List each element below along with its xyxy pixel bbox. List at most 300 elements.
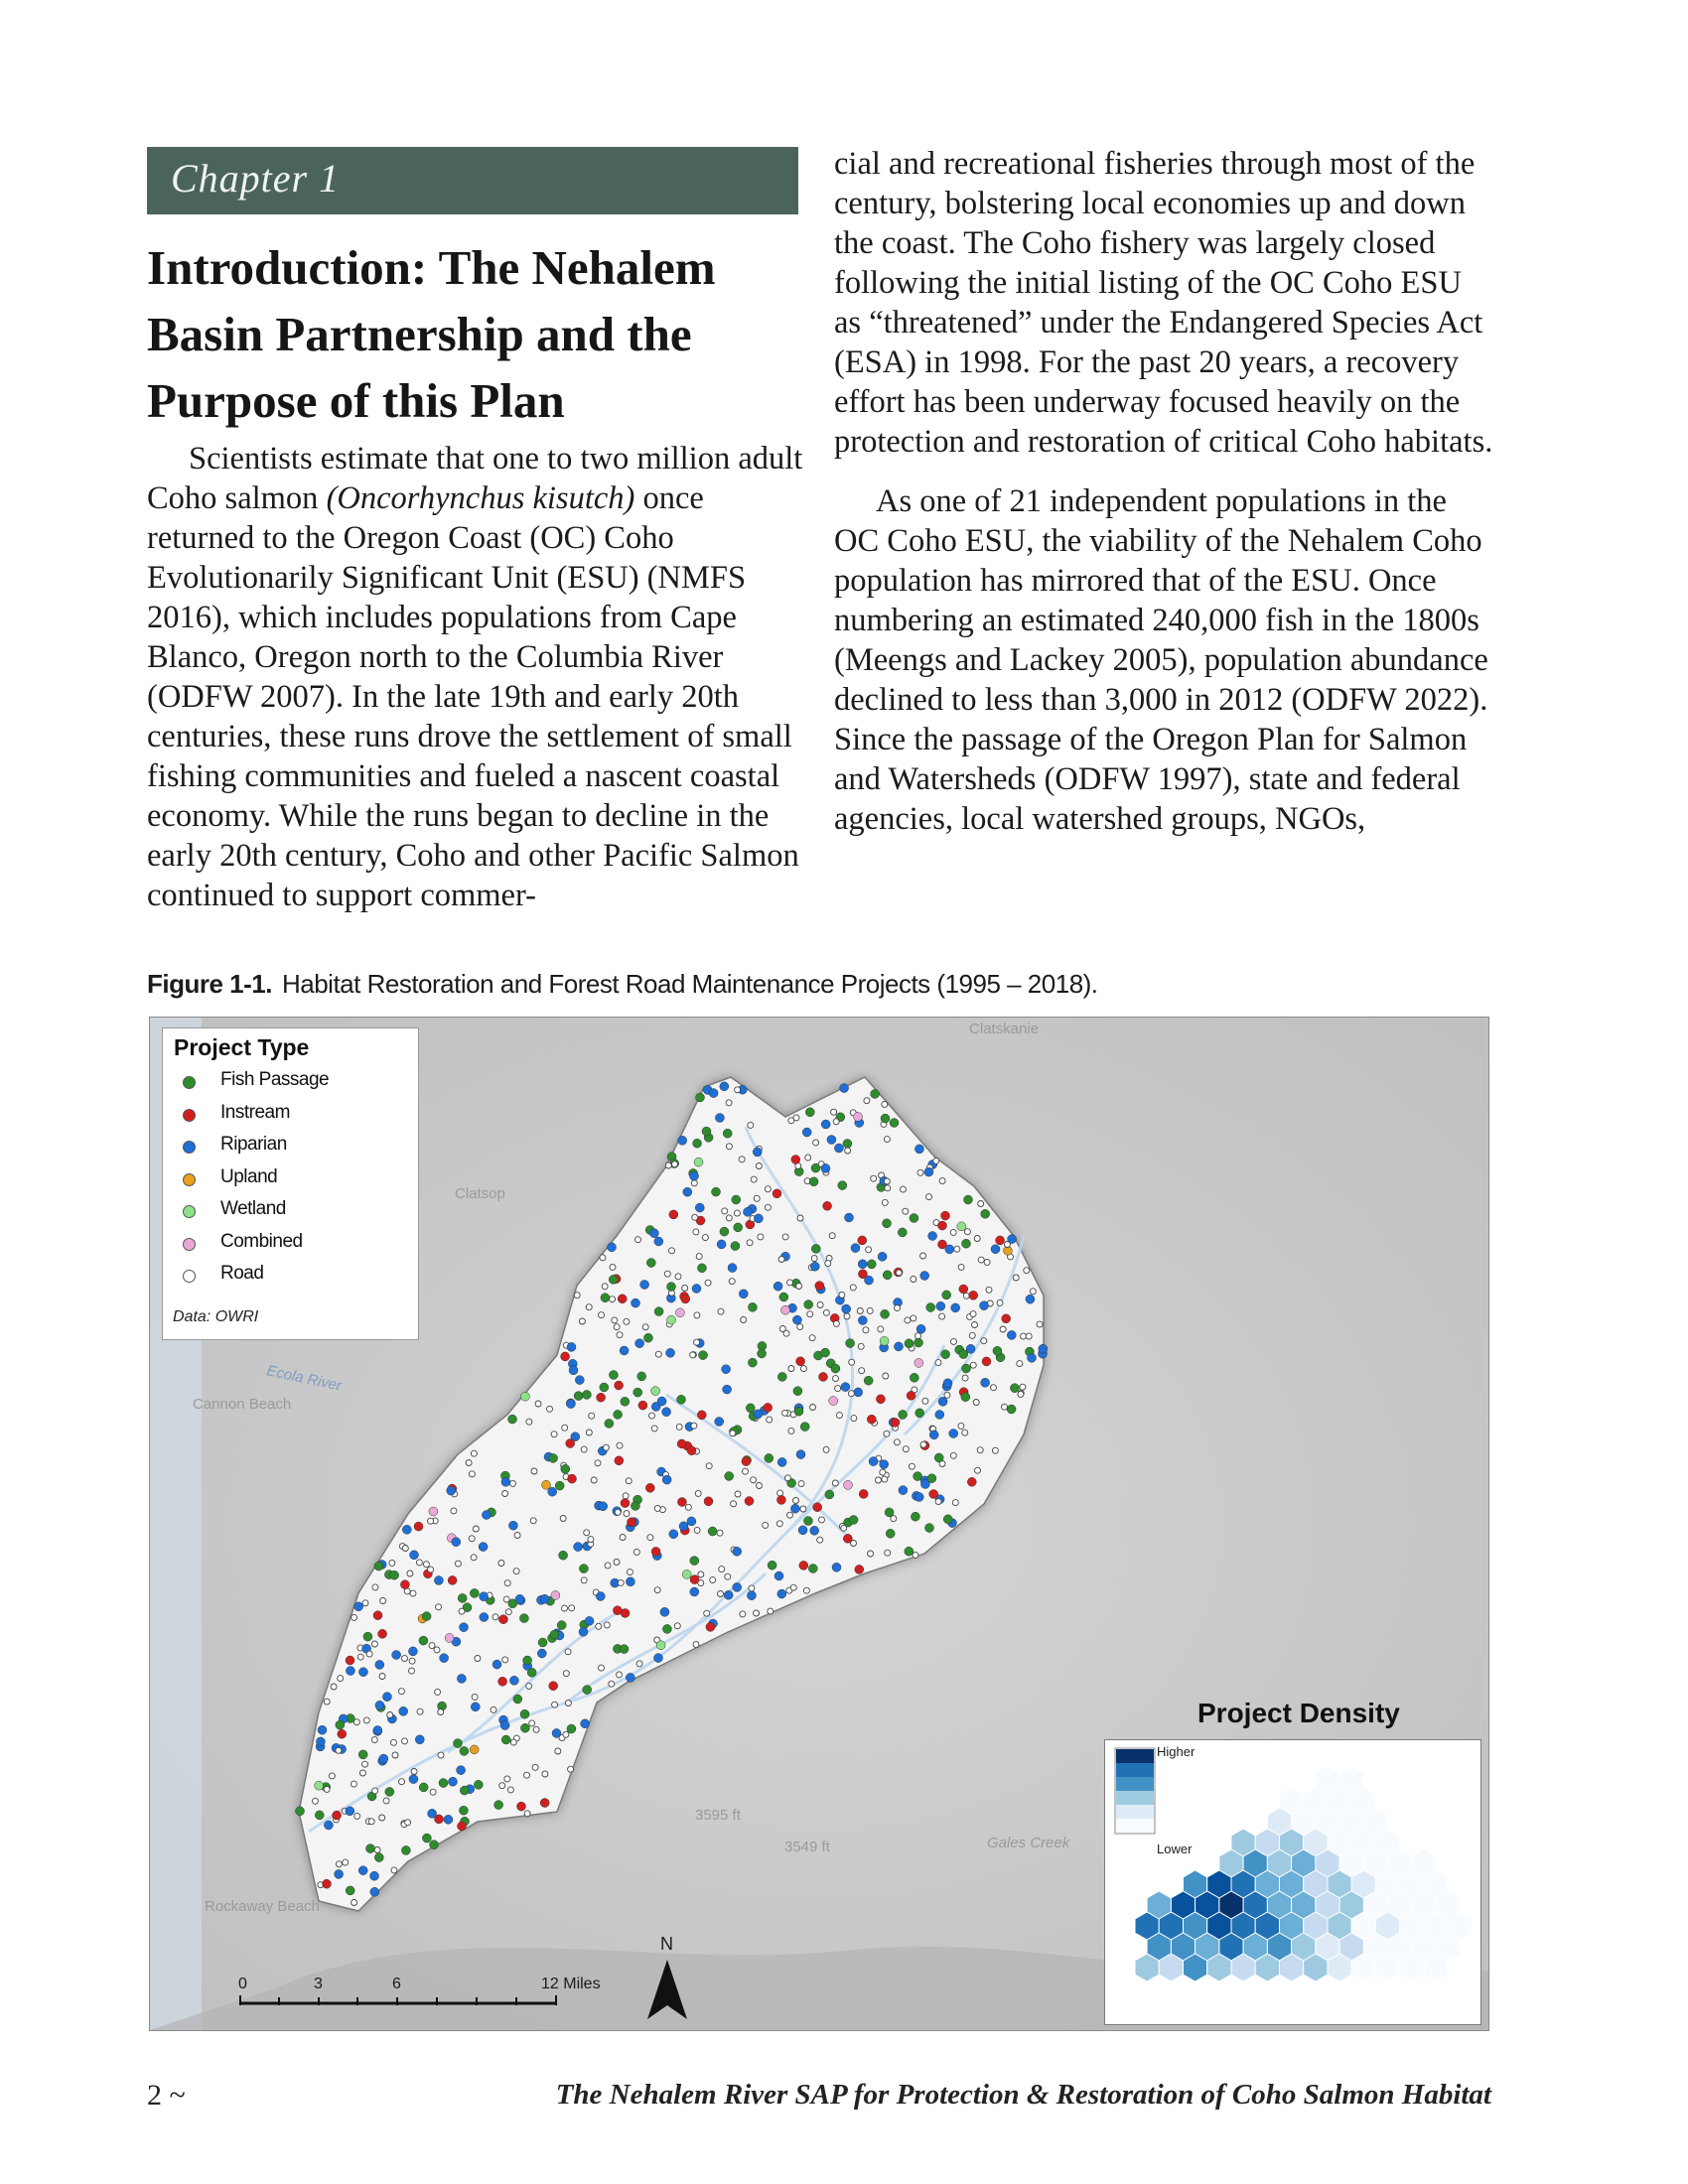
project-point: [774, 1282, 782, 1291]
project-point: [346, 1656, 354, 1665]
project-point: [832, 1563, 841, 1571]
project-point: [894, 1439, 900, 1445]
place-label: Clatskanie: [969, 1021, 1040, 1037]
project-point: [942, 1291, 951, 1299]
project-point: [632, 1298, 640, 1307]
project-point: [851, 1416, 857, 1422]
project-point: [878, 1252, 887, 1261]
project-point: [821, 1348, 830, 1357]
project-point: [643, 1333, 652, 1342]
project-point: [530, 1518, 536, 1524]
project-point: [697, 1264, 706, 1273]
project-point: [844, 1480, 853, 1489]
project-point: [809, 1335, 815, 1341]
project-point: [951, 1338, 957, 1344]
project-point: [911, 1277, 916, 1283]
project-point: [1007, 1405, 1016, 1414]
project-point: [599, 1312, 605, 1318]
legend-label: Wetland: [220, 1198, 286, 1219]
project-point: [1037, 1321, 1043, 1327]
project-point: [371, 1641, 377, 1647]
project-point: [798, 1526, 807, 1535]
project-point: [677, 1439, 686, 1448]
project-point: [500, 1721, 509, 1730]
project-point: [586, 1430, 592, 1435]
project-point: [751, 1176, 757, 1182]
project-point: [618, 1579, 624, 1585]
project-point: [547, 1406, 553, 1412]
project-point: [296, 1807, 305, 1816]
project-point: [819, 1517, 825, 1523]
project-point: [615, 1509, 621, 1515]
project-point: [845, 1213, 854, 1222]
project-point: [605, 1419, 614, 1428]
project-point: [675, 1308, 684, 1317]
project-point: [469, 1471, 475, 1477]
project-point: [402, 1525, 411, 1534]
project-point: [510, 1480, 516, 1486]
project-point: [790, 1584, 796, 1590]
project-point: [514, 1533, 520, 1539]
project-point: [962, 1364, 971, 1373]
place-label: Gales Creek: [987, 1835, 1070, 1851]
project-point: [939, 1313, 945, 1319]
project-point: [533, 1726, 539, 1732]
project-point: [498, 1615, 507, 1624]
project-point: [600, 1383, 609, 1392]
project-point: [499, 1783, 505, 1789]
project-point: [469, 1536, 475, 1542]
project-point: [414, 1522, 423, 1531]
project-point: [884, 1431, 890, 1436]
project-point: [460, 1623, 469, 1632]
project-point: [517, 1802, 526, 1811]
project-point: [359, 1770, 365, 1776]
project-point: [563, 1731, 569, 1737]
project-point: [379, 1754, 388, 1763]
project-point: [559, 1551, 568, 1560]
project-point: [1028, 1353, 1037, 1362]
project-point: [954, 1246, 960, 1252]
project-point: [920, 1441, 926, 1447]
project-point: [702, 1235, 708, 1241]
project-point: [696, 1093, 705, 1102]
project-point: [694, 1312, 700, 1318]
project-point: [798, 1481, 804, 1487]
project-point: [1026, 1295, 1035, 1303]
project-point: [390, 1739, 396, 1745]
project-point: [375, 1660, 384, 1669]
project-point: [910, 1214, 918, 1223]
project-point: [992, 1447, 998, 1453]
project-point: [502, 1491, 508, 1497]
project-point: [448, 1575, 457, 1584]
project-point: [390, 1570, 399, 1579]
project-point: [899, 1486, 908, 1495]
project-point: [842, 1304, 851, 1313]
project-point: [405, 1820, 411, 1826]
project-point: [509, 1676, 518, 1685]
project-point: [825, 1490, 834, 1499]
project-point: [777, 1372, 786, 1381]
project-point: [513, 1695, 522, 1704]
project-point: [959, 1350, 968, 1359]
project-point: [784, 1475, 790, 1481]
project-point: [797, 1215, 803, 1221]
project-point: [797, 1324, 803, 1330]
project-point: [726, 1100, 732, 1106]
project-point: [715, 1114, 724, 1123]
project-point: [471, 1450, 477, 1456]
project-point: [454, 1739, 463, 1748]
project-point: [732, 1195, 741, 1204]
project-point: [626, 1478, 632, 1484]
project-point: [914, 1493, 923, 1502]
project-point: [748, 1302, 757, 1311]
project-point: [699, 1351, 708, 1360]
project-point: [735, 1087, 741, 1093]
project-point: [911, 1315, 916, 1321]
project-point: [508, 1521, 517, 1530]
project-point: [609, 1681, 615, 1687]
project-point: [1021, 1333, 1027, 1339]
project-point: [774, 1571, 783, 1580]
project-point: [920, 1253, 926, 1259]
project-point: [402, 1546, 408, 1552]
project-point: [410, 1551, 419, 1560]
project-point: [565, 1701, 571, 1706]
project-point: [917, 1169, 923, 1175]
project-point: [624, 1318, 630, 1324]
project-point: [867, 1307, 873, 1313]
project-point: [655, 1351, 661, 1357]
project-point: [832, 1480, 838, 1486]
project-point: [718, 1308, 724, 1314]
project-point: [669, 1210, 678, 1219]
legend-label: Road: [220, 1263, 264, 1284]
density-inset: [1104, 1739, 1481, 2025]
project-point: [787, 1280, 793, 1286]
project-point: [548, 1487, 557, 1496]
project-point: [849, 1516, 858, 1525]
project-point: [470, 1745, 479, 1754]
project-point: [781, 1305, 790, 1314]
project-point: [951, 1303, 960, 1312]
project-point: [924, 1167, 933, 1176]
project-point: [777, 1457, 786, 1466]
project-point: [480, 1592, 489, 1601]
project-point: [792, 1315, 801, 1324]
project-point: [855, 1565, 864, 1573]
project-point: [690, 1587, 699, 1596]
chapter-banner: [147, 147, 798, 214]
project-point: [693, 1139, 702, 1148]
project-point: [740, 1611, 746, 1617]
legend-item: [181, 1068, 409, 1096]
project-point: [709, 1089, 718, 1098]
project-point: [1020, 1384, 1026, 1390]
project-point: [672, 1161, 678, 1167]
project-point: [624, 1511, 630, 1517]
project-point: [791, 1156, 800, 1164]
project-point: [599, 1665, 605, 1671]
project-point: [885, 1550, 891, 1556]
project-point: [562, 1425, 568, 1431]
project-point: [392, 1651, 401, 1660]
project-point: [970, 1311, 976, 1317]
project-point: [507, 1787, 513, 1793]
project-point: [746, 1404, 755, 1413]
project-point: [662, 1624, 671, 1633]
project-point: [883, 1373, 889, 1379]
project-point: [399, 1779, 405, 1785]
project-point: [599, 1502, 608, 1511]
project-point: [338, 1676, 344, 1682]
project-point: [882, 1199, 888, 1205]
project-point: [794, 1407, 803, 1416]
project-point: [368, 1819, 374, 1825]
project-point: [435, 1689, 441, 1695]
project-point: [633, 1549, 639, 1555]
project-point: [435, 1815, 444, 1824]
project-point: [423, 1562, 429, 1568]
project-point: [654, 1237, 663, 1246]
project-point: [687, 1517, 696, 1526]
project-point: [882, 1476, 888, 1482]
project-point: [749, 1585, 755, 1591]
project-point: [324, 1786, 330, 1792]
project-point: [419, 1636, 428, 1645]
project-point: [950, 1229, 956, 1235]
project-point: [914, 1338, 923, 1347]
project-point: [895, 1342, 904, 1351]
project-point: [526, 1683, 532, 1689]
project-point: [693, 1229, 699, 1235]
project-point: [834, 1144, 843, 1153]
project-point: [331, 1684, 337, 1690]
project-point: [800, 1506, 806, 1512]
project-point: [961, 1393, 970, 1402]
project-point: [1030, 1289, 1036, 1295]
project-point: [817, 1302, 823, 1308]
project-point: [958, 1264, 964, 1270]
project-point: [1010, 1384, 1019, 1393]
project-point: [550, 1630, 559, 1639]
project-point: [974, 1236, 980, 1242]
project-point: [779, 1326, 785, 1332]
project-point: [392, 1752, 398, 1758]
project-point: [907, 1391, 915, 1400]
project-point: [691, 1423, 697, 1429]
project-point: [929, 1490, 938, 1499]
project-point: [410, 1590, 416, 1596]
project-point: [358, 1866, 367, 1875]
project-point: [981, 1338, 987, 1344]
project-point: [353, 1719, 359, 1725]
project-point: [803, 1517, 812, 1526]
project-point: [863, 1327, 869, 1333]
project-point: [609, 1371, 618, 1380]
project-point: [600, 1255, 606, 1261]
project-point: [864, 1098, 870, 1104]
project-point: [973, 1400, 979, 1406]
project-point: [725, 1472, 734, 1481]
project-point: [677, 1498, 686, 1507]
project-point: [885, 1185, 891, 1191]
project-point: [385, 1787, 394, 1796]
project-point: [914, 1358, 923, 1367]
project-point: [316, 1737, 325, 1746]
project-point: [880, 1469, 886, 1475]
project-point: [626, 1673, 634, 1682]
project-point: [854, 1112, 863, 1121]
project-point: [654, 1654, 663, 1663]
project-point: [411, 1769, 417, 1775]
project-point: [903, 1208, 909, 1214]
project-point: [417, 1708, 423, 1714]
project-point: [498, 1561, 504, 1567]
project-point: [482, 1511, 491, 1520]
project-point: [588, 1537, 594, 1543]
project-point: [754, 1214, 763, 1223]
project-point: [665, 1162, 671, 1168]
project-point: [793, 1387, 802, 1396]
project-point: [747, 1240, 753, 1246]
scale-tick: 0: [238, 1976, 247, 1992]
project-point: [934, 1453, 943, 1462]
project-point: [865, 1276, 874, 1285]
project-point: [434, 1576, 443, 1585]
project-point: [957, 1222, 966, 1231]
legend-label: Fish Passage: [220, 1069, 330, 1090]
project-point: [867, 1415, 876, 1424]
project-point: [338, 1729, 347, 1738]
project-point: [494, 1801, 503, 1810]
project-point: [980, 1301, 989, 1310]
project-point: [991, 1385, 997, 1391]
project-point: [647, 1535, 653, 1541]
project-point: [952, 1500, 958, 1506]
project-point: [401, 1845, 410, 1854]
legend-item: [181, 1101, 409, 1129]
project-point: [773, 1189, 781, 1198]
project-point: [901, 1186, 907, 1192]
project-point: [825, 1261, 831, 1267]
project-point: [915, 1333, 921, 1339]
project-point: [615, 1456, 624, 1465]
project-point: [422, 1834, 431, 1843]
project-point: [823, 1201, 832, 1210]
project-point: [526, 1419, 532, 1425]
project-point: [422, 1612, 431, 1621]
project-point: [850, 1285, 856, 1291]
project-point: [366, 1844, 375, 1853]
project-point: [728, 1264, 737, 1273]
legend-label: Riparian: [220, 1134, 287, 1155]
project-point: [719, 1567, 725, 1572]
project-point: [557, 1621, 566, 1630]
project-point: [745, 1497, 754, 1506]
project-point: [704, 1497, 713, 1506]
project-point: [617, 1332, 623, 1338]
project-point: [610, 1297, 616, 1302]
project-point: [813, 1140, 819, 1146]
project-point: [796, 1284, 802, 1290]
project-point: [501, 1735, 510, 1744]
project-point: [398, 1689, 404, 1695]
body-paragraph: Scientists estimate that one to two million adult Coho salmon (Oncorhynchus kisutch) once returned to the Oregon Coast (OC) Coho Evolutionarily Significant Unit (ESU) (NMFS 2016), which includes populations from Cape Blanco, Oregon north to the Columbia River (ODFW 2007). In the late 19th and early 20th centuries, these runs drove the settlement of small fishing communities and fueled a nascent coastal economy. While the runs began to decline in the early 20th century, Coho and other Pacific Salmon continued to support commer-: [147, 441, 803, 913]
project-point: [815, 1282, 824, 1291]
project-point: [708, 1527, 717, 1536]
project-point: [884, 1137, 890, 1143]
project-point: [667, 1283, 676, 1292]
density-lower: Lower: [1157, 1842, 1193, 1856]
project-point: [315, 1811, 324, 1820]
project-point: [704, 1610, 710, 1616]
project-point: [969, 1291, 978, 1299]
project-point: [748, 1358, 757, 1367]
project-point: [715, 1418, 724, 1427]
project-point: [358, 1750, 367, 1759]
project-point: [455, 1561, 461, 1567]
legend-label: Combined: [220, 1230, 303, 1252]
project-point: [581, 1577, 587, 1583]
project-point: [555, 1748, 561, 1754]
project-point: [1017, 1361, 1023, 1367]
project-point: [1002, 1404, 1008, 1410]
scale-bar: [238, 1976, 601, 2015]
project-point: [751, 1477, 757, 1483]
project-point: [568, 1766, 574, 1772]
legend-swatch-icon: [183, 1141, 196, 1154]
project-point: [683, 1187, 692, 1196]
project-point: [380, 1598, 386, 1604]
project-point: [706, 1622, 715, 1631]
project-point: [549, 1682, 558, 1691]
project-point: [505, 1609, 511, 1615]
project-point: [669, 1530, 678, 1539]
project-point: [741, 1317, 747, 1323]
project-point: [835, 1386, 841, 1392]
project-point: [542, 1480, 551, 1489]
project-point: [756, 1163, 762, 1169]
project-point: [374, 1562, 383, 1570]
project-point: [831, 1109, 837, 1115]
place-label: Rockaway Beach: [205, 1898, 320, 1915]
project-point: [615, 1381, 624, 1390]
project-point: [964, 1229, 970, 1235]
project-point: [936, 1301, 945, 1310]
project-point: [929, 1431, 938, 1439]
project-point: [574, 1543, 583, 1552]
project-point: [567, 1342, 576, 1351]
project-point: [363, 1632, 372, 1641]
project-point: [754, 1195, 760, 1201]
project-point: [726, 1215, 732, 1221]
project-point: [358, 1668, 367, 1677]
project-point: [735, 1491, 741, 1497]
project-point: [436, 1604, 442, 1610]
project-point: [682, 1570, 691, 1578]
project-point: [722, 1208, 728, 1214]
project-point: [560, 1516, 566, 1522]
project-point: [790, 1504, 799, 1513]
project-point: [905, 1339, 914, 1348]
project-point: [579, 1565, 588, 1573]
project-point: [695, 1490, 701, 1496]
project-point: [662, 1475, 671, 1484]
project-point: [811, 1244, 820, 1253]
